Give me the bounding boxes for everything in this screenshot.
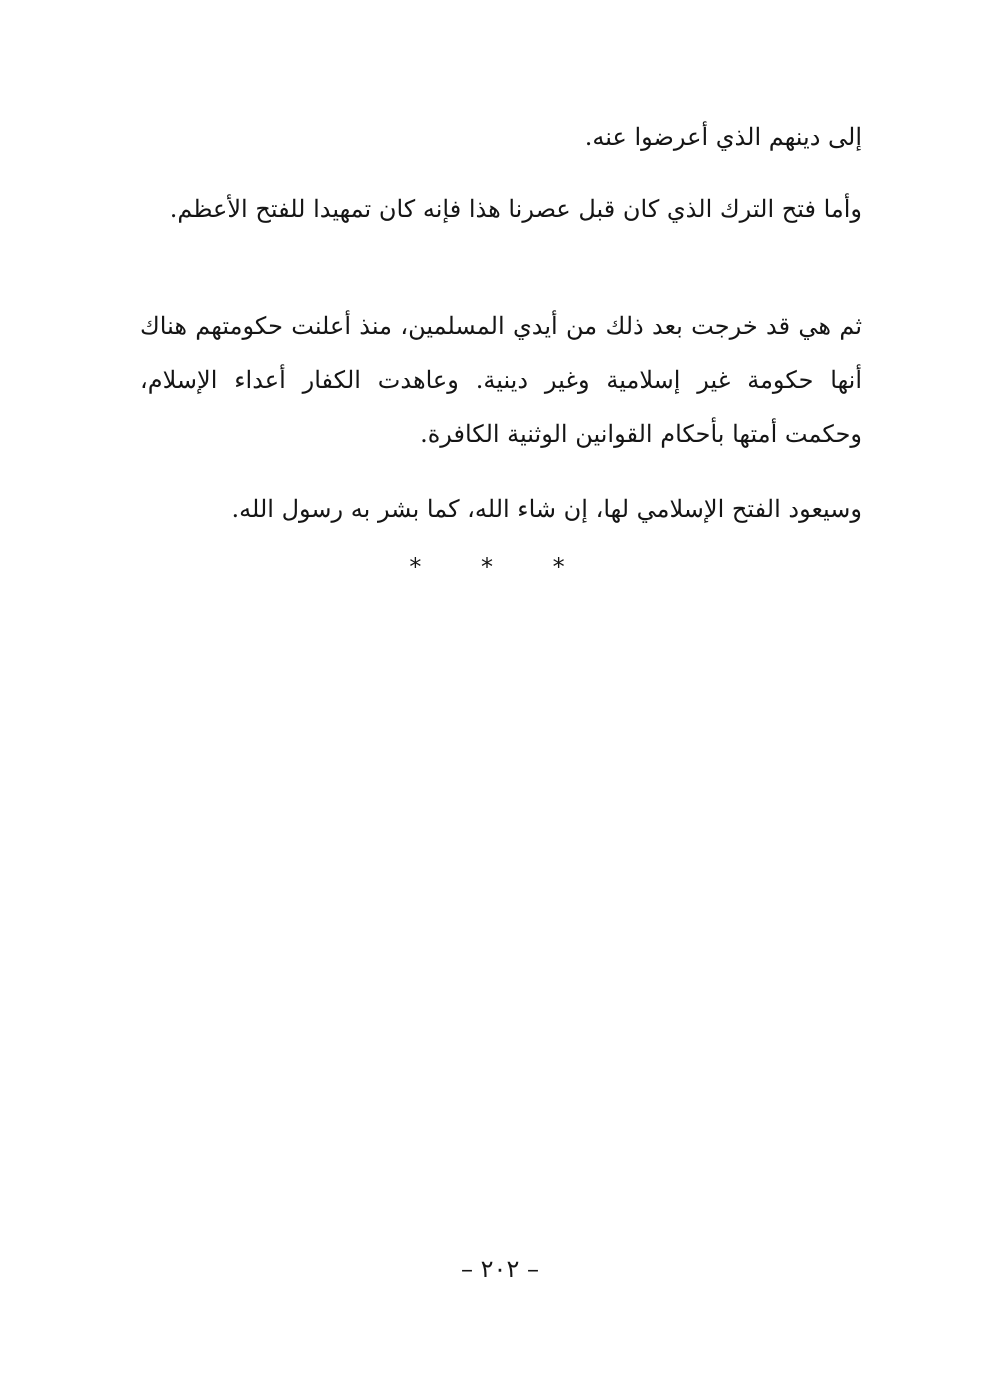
page-number: – ٢٠٢ –: [461, 1255, 539, 1283]
paragraph-2: وأما فتح الترك الذي كان قبل عصرنا هذا فإنه كان تمهيدا للفتح الأعظم.: [169, 195, 862, 223]
section-separator: * * *: [409, 553, 591, 581]
paragraph-4: وسيعود الفتح الإسلامي لها، إن شاء الله، كما بشر به رسول الله.: [231, 495, 862, 523]
paragraph-3: ثم هي قد خرجت بعد ذلك من أيدي المسلمين، منذ أعلنت حكومتهم هناك أنها حكومة غير إسلامية وغير دينية. وعاهدت الكفار أعداء الإسلام، وحكمت أمتها بأحكام القوانين الوثنية الكافرة.: [140, 312, 862, 448]
paragraph-1: إلى دينهم الذي أعرضوا عنه.: [584, 123, 862, 151]
